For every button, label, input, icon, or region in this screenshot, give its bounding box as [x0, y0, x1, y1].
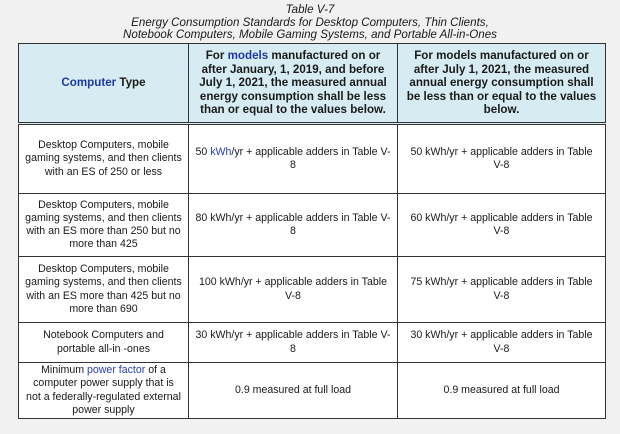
- header-2019-standard: For models manufactured on or after January, 1, 2019, and before July 1, 2021, the measured annual energy consumption shall be less than or equal to the values below.: [189, 44, 398, 124]
- header-row: [19, 44, 606, 124]
- standard-2021-cell: 50 kWh/yr + applicable adders in Table V-8: [398, 124, 606, 194]
- standard-2021-cell: 30 kWh/yr + applicable adders in Table V-8: [398, 323, 606, 363]
- computer-link[interactable]: Computer: [61, 76, 117, 90]
- models-link[interactable]: models: [227, 49, 269, 63]
- table-row: [19, 194, 606, 257]
- table-row: [19, 363, 606, 419]
- standard-2019-cell: 0.9 measured at full load: [189, 363, 398, 419]
- standard-2019-cell: 50 kWh/yr + applicable adders in Table V-8: [189, 124, 398, 194]
- table-row: [19, 124, 606, 194]
- table-number: Table V-7: [285, 3, 335, 16]
- computer-type-cell: Desktop Computers, mobile gaming systems, and then clients with an ES more than 425 but no more than 690: [19, 257, 189, 323]
- standard-2021-cell: 60 kWh/yr + applicable adders in Table V-8: [398, 194, 606, 257]
- computer-type-cell: Notebook Computers and portable all-in -ones: [19, 323, 189, 363]
- standard-2019-cell: 100 kWh/yr + applicable adders in Table V-8: [189, 257, 398, 323]
- table-row: [19, 323, 606, 363]
- computer-type-cell: Minimum power factor of a computer power supply that is not a federally-regulated external power supply: [19, 363, 189, 419]
- table-caption: [0, 0, 620, 42]
- header-computer-type: Computer Type: [19, 44, 189, 124]
- table-title-line2: Notebook Computers, Mobile Gaming Systems, and Portable All-in-Ones: [123, 28, 497, 42]
- energy-standards-table: [18, 43, 606, 419]
- computer-type-cell: Desktop Computers, mobile gaming systems, and then clients with an ES of 250 or less: [19, 124, 189, 194]
- table-title-line1: Energy Consumption Standards for Desktop Computers, Thin Clients,: [131, 15, 489, 29]
- standard-2019-cell: 80 kWh/yr + applicable adders in Table V-8: [189, 194, 398, 257]
- computer-type-cell: Desktop Computers, mobile gaming systems, and then clients with an ES more than 250 but no more than 425: [19, 194, 189, 257]
- standard-2019-cell: 30 kWh/yr + applicable adders in Table V-8: [189, 323, 398, 363]
- power-factor-link[interactable]: power factor: [87, 364, 146, 377]
- standard-2021-cell: 75 kWh/yr + applicable adders in Table V-8: [398, 257, 606, 323]
- table-row: [19, 257, 606, 323]
- kwh-link[interactable]: kWh: [210, 145, 232, 158]
- header-2021-standard: For models manufactured on or after July 1, 2021, the measured annual energy consumption shall be less than or equal to the values below.: [398, 44, 606, 124]
- standard-2021-cell: 0.9 measured at full load: [398, 363, 606, 419]
